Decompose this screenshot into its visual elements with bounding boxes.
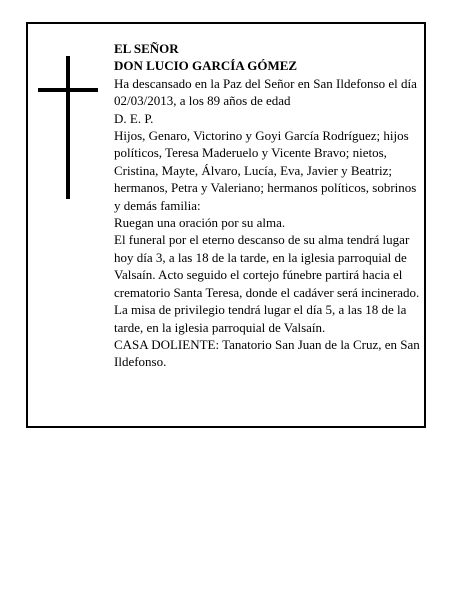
- deceased-name: DON LUCIO GARCÍA GÓMEZ: [114, 58, 298, 74]
- mourning-house: CASA DOLIENTE: Tanatorio San Juan de la Cruz, en San Ildefonso.: [114, 336, 420, 370]
- obituary-text: [114, 40, 420, 371]
- rest-in-peace: D. E. P.: [114, 110, 154, 126]
- cross-horizontal-bar: [38, 88, 98, 92]
- family-list: Hijos, Genaro, Victorino y Goyi García Rodríguez; hijos políticos, Teresa Maderuelo y Vicente Bravo; nietos, Cristina, Mayte, Álvaro, Lucía, Eva, Javier y Beatriz; hermanos, Petra y Valeriano; hermanos políticos, sobrinos y demás familia:: [114, 128, 417, 213]
- prayer-request: Ruegan una oración por su alma.: [114, 215, 286, 231]
- obituary-notice: [26, 22, 426, 428]
- funeral-details: El funeral por el eterno descanso de su alma tendrá lugar hoy día 3, a las 18 de la tarde, en la iglesia parroquial de Valsaín. Acto seguido el cortejo fúnebre partirá hacia el crematorio Santa Teresa, donde el cadáver será incinerado. La misa de privilegio tendrá lugar el día 5, a las 18 de la tarde, en la iglesia parroquial de Valsaín.: [114, 232, 420, 335]
- cross-vertical-bar: [66, 56, 70, 199]
- heading-title: EL SEÑOR: [114, 41, 179, 56]
- death-announcement: Ha descansado en la Paz del Señor en San Ildefonso el día 02/03/2013, a los 89 años de edad: [114, 75, 417, 109]
- latin-cross-icon: [38, 56, 98, 199]
